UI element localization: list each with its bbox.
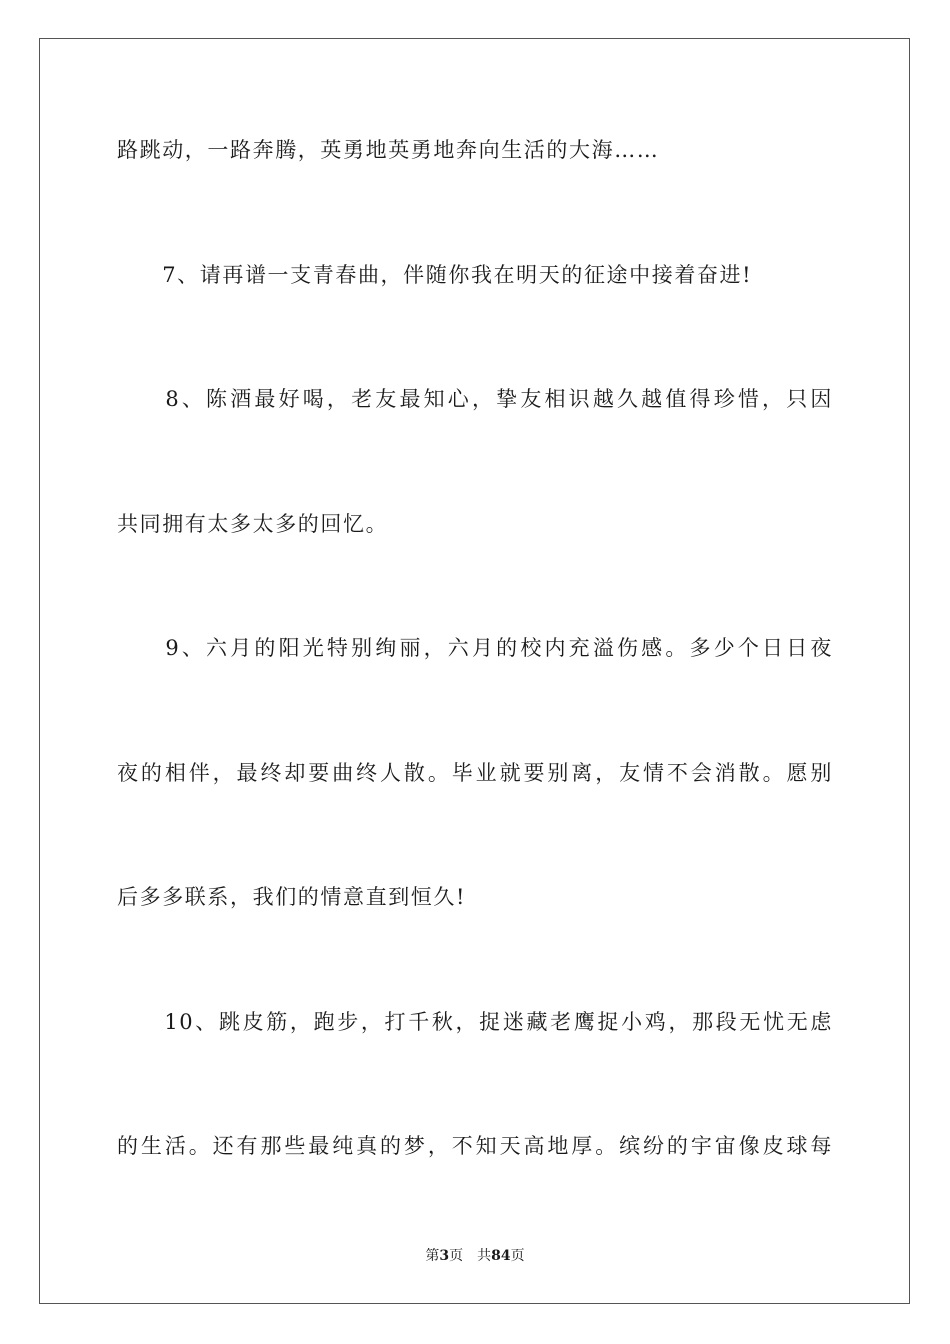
text-line-7: 后多多联系，我们的情意直到恒久! [117,885,467,909]
text-line-6: 夜的相伴，最终却要曲终人散。毕业就要别离，友情不会消散。愿别 [117,761,833,785]
text-line-3: 8、陈酒最好喝，老友最知心，挚友相识越久越值得珍惜，只因 [117,387,833,411]
total-pages: 84 [491,1248,511,1264]
text-line-8: 10、跳皮筋，跑步，打千秋，捉迷藏老鹰捉小鸡，那段无忧无虑 [117,1010,833,1034]
page-suffix: 页 [449,1248,464,1264]
total-suffix: 页 [510,1248,525,1264]
page-footer [0,1246,950,1266]
text-line-9: 的生活。还有那些最纯真的梦，不知天高地厚。缤纷的宇宙像皮球每 [117,1134,833,1158]
page-prefix: 第 [425,1248,440,1264]
text-line-5: 9、六月的阳光特别绚丽，六月的校内充溢伤感。多少个日日夜 [117,636,833,660]
total-prefix: 共 [477,1248,492,1264]
page-border [39,38,910,1304]
page-number: 3 [439,1248,450,1264]
text-line-4: 共同拥有太多太多的回忆。 [117,512,389,536]
text-line-2: 7、请再谱一支青春曲，伴随你我在明天的征途中接着奋进! [117,263,753,287]
text-line-1: 路跳动，一路奔腾，英勇地英勇地奔向生活的大海…… [117,138,660,162]
